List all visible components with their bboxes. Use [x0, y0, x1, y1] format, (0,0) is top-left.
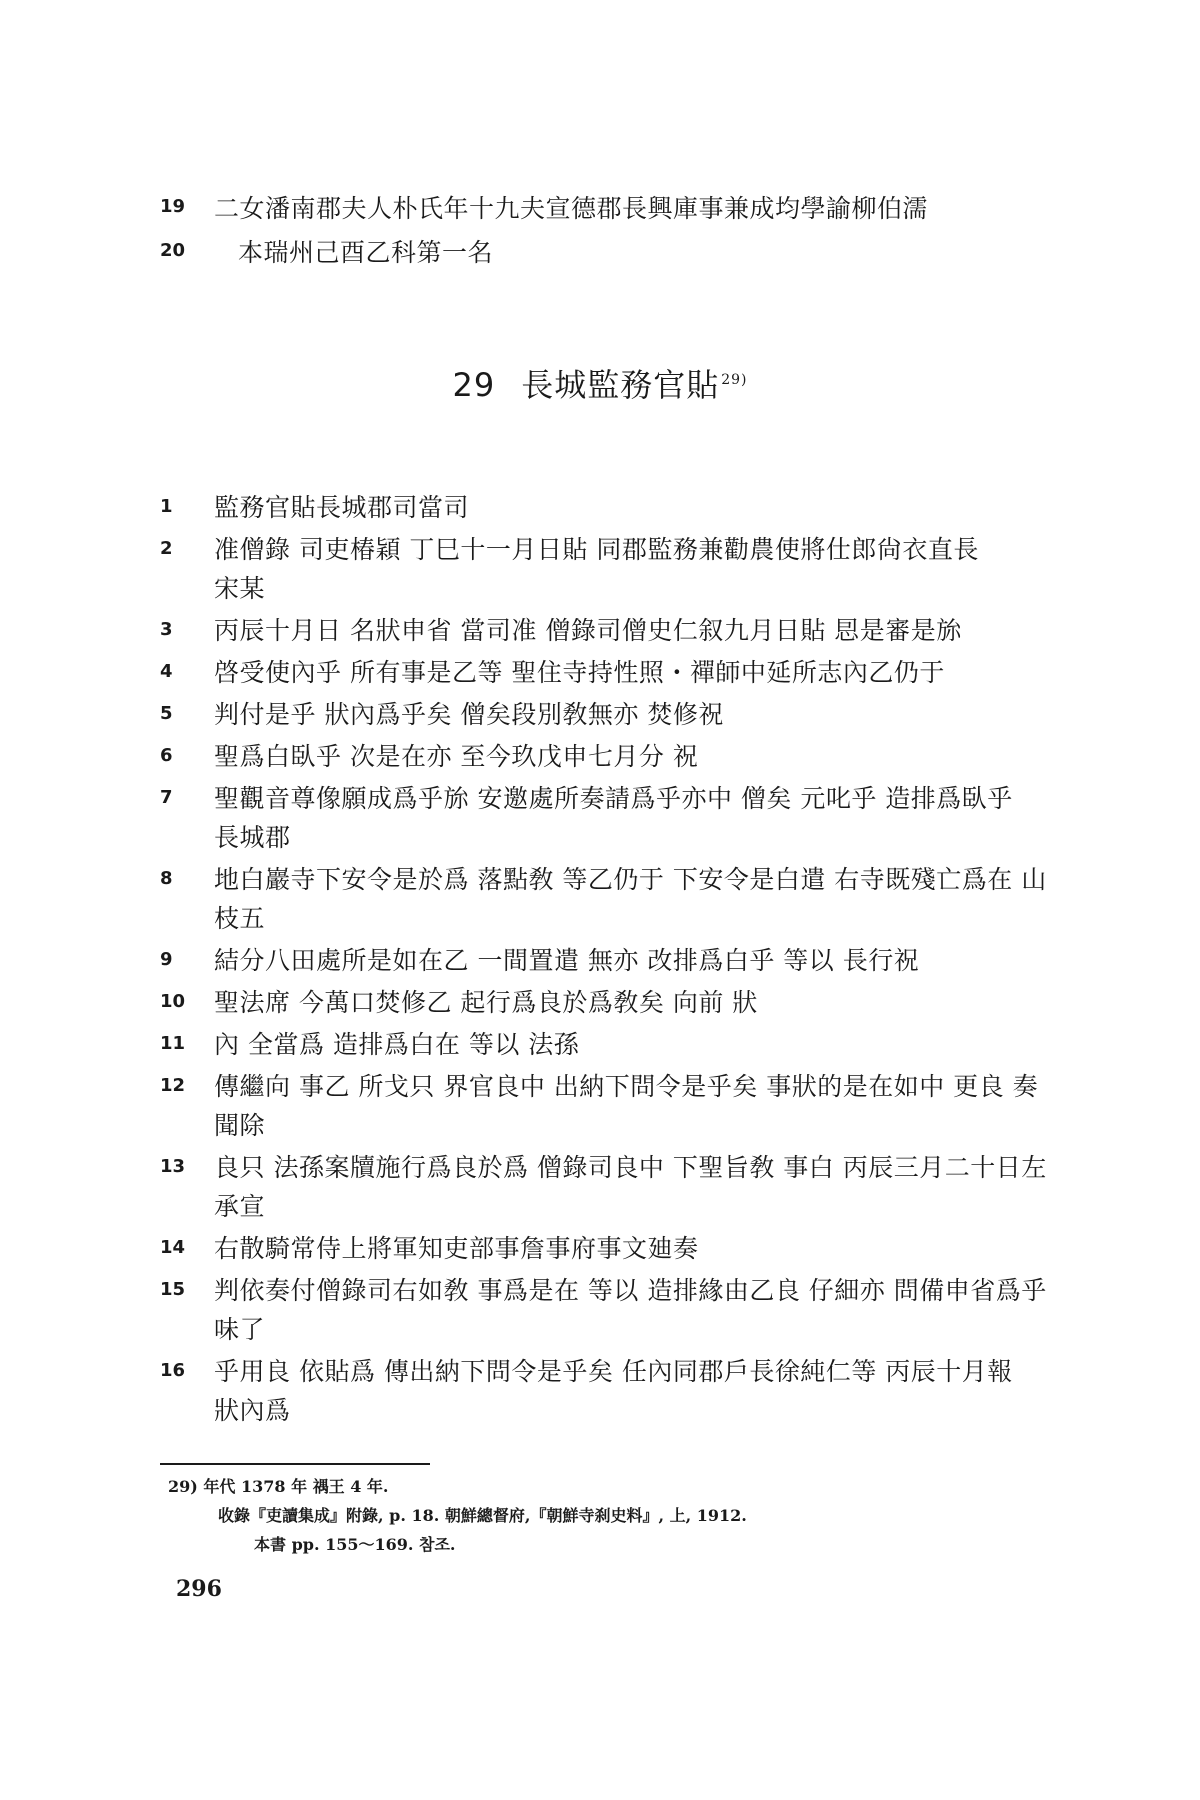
line-number: 11 — [160, 1033, 186, 1054]
line-text-block — [214, 860, 1060, 938]
footnote-line: 收錄『吏讀集成』附錄, p. 18. 朝鮮總督府,『朝鮮寺刹史料』, 上, 1912. — [218, 1506, 747, 1525]
page-number: 296 — [176, 1576, 222, 1602]
line-text: 丙辰十月日 名狀申省 當司准 僧錄司僧史仁叙九月日貼 㤙是審是旀 — [214, 616, 962, 645]
text-line — [160, 1025, 1060, 1064]
text-line — [160, 860, 1060, 938]
line-number: 5 — [160, 703, 173, 724]
line-number: 6 — [160, 745, 173, 766]
line-number: 20 — [160, 240, 186, 261]
line-text-block — [214, 1271, 1060, 1349]
line-text: 內 全當爲 造排爲白在 等以 法孫 — [214, 1030, 580, 1059]
line-text: 監務官貼長城郡司當司 — [214, 493, 470, 522]
line-text-block — [214, 1148, 1060, 1226]
line-text: 本瑞州己酉乙科第一名 — [238, 238, 494, 267]
line-text-block — [214, 779, 1060, 857]
line-text: 良只 法孫案牘施行爲良於爲 僧錄司良中 下聖旨敎 事白 丙辰三月二十日左 — [214, 1153, 1047, 1182]
text-line — [160, 611, 1060, 650]
line-text: 地白巖寺下安令是於爲 落點敎 等乙仍于 下安令是白遣 右寺既殘亡爲在 山 — [214, 865, 1047, 894]
section-title — [0, 360, 1200, 406]
line-number: 9 — [160, 949, 173, 970]
line-number: 3 — [160, 619, 173, 640]
line-text-continuation: 宋某 — [214, 574, 266, 603]
line-text: 二女潘南郡夫人朴氏年十九夫宣德郡長興庫事兼成均學諭柳伯濡 — [214, 194, 929, 223]
line-text: 乎用良 依貼爲 傳出納下問令是乎矣 任內同郡戶長徐純仁等 丙辰十月報 — [214, 1357, 1013, 1386]
line-text: 聖法席 今萬口焚修乙 起行爲良於爲敎矣 向前 狀 — [214, 988, 758, 1017]
line-text-continuation: 枝五 — [214, 904, 266, 933]
line-number: 7 — [160, 787, 173, 808]
section-title-text: 長城監務官貼 — [521, 366, 720, 404]
text-line — [160, 941, 1060, 980]
line-text: 聖觀音尊像願成爲乎旀 安邀處所奏請爲乎亦中 僧矣 元叱乎 造排爲臥乎 — [214, 784, 1013, 813]
line-text: 判依奏付僧錄司右如敎 事爲是在 等以 造排緣由乙良 仔細亦 問備申省爲乎 — [214, 1276, 1047, 1305]
line-text-block — [214, 1352, 1060, 1430]
previous-section-tail — [160, 188, 1060, 276]
line-text: 右散騎常侍上將軍知吏部事詹事府事文廸奏 — [214, 1234, 699, 1263]
line-text-continuation: 狀內爲 — [214, 1396, 291, 1425]
line-text: 判付是乎 狀內爲乎矣 僧矣段別敎無亦 焚修祝 — [214, 700, 724, 729]
line-text-continuation: 長城郡 — [214, 823, 291, 852]
text-line — [160, 530, 1060, 608]
text-line — [160, 1271, 1060, 1349]
line-text-block — [214, 1067, 1060, 1145]
text-line — [160, 653, 1060, 692]
line-text: 啓受使內乎 所有事是乙等 聖住寺持性照・禪師中延所志內乙仍于 — [214, 658, 945, 687]
line-number: 14 — [160, 1237, 186, 1258]
line-number: 19 — [160, 196, 186, 217]
text-line — [160, 1352, 1060, 1430]
text-line — [160, 488, 1060, 527]
line-text: 聖爲白臥乎 次是在亦 至今玖戊申七月分 祝 — [214, 742, 699, 771]
footnote-line: 本書 pp. 155～169. 참조. — [254, 1535, 456, 1554]
line-number: 10 — [160, 991, 186, 1012]
line-text: 准僧錄 司吏椿穎 丁巳十一月日貼 同郡監務兼勸農使將仕郎尙衣直長 — [214, 535, 979, 564]
line-text: 傳繼向 事乙 所戈只 界官良中 出納下問令是乎矣 事狀的是在如中 更良 奏 — [214, 1072, 1039, 1101]
footnote-line: 29) 年代 1378 年 禑王 4 年. — [168, 1477, 389, 1496]
text-line — [160, 983, 1060, 1022]
text-line — [160, 737, 1060, 776]
text-line — [160, 188, 1060, 230]
line-text-block — [214, 530, 1060, 608]
line-number: 8 — [160, 868, 173, 889]
line-text-continuation: 味了 — [214, 1315, 266, 1344]
document-body — [160, 488, 1060, 1433]
text-line — [160, 695, 1060, 734]
text-line — [160, 1148, 1060, 1226]
line-number: 1 — [160, 496, 173, 517]
line-number: 13 — [160, 1156, 186, 1177]
line-text-continuation: 承宣 — [214, 1192, 266, 1221]
footnote-divider — [160, 1463, 430, 1465]
line-text: 結分八田處所是如在乙 一間置遣 無亦 改排爲白乎 等以 長行祝 — [214, 946, 920, 975]
line-number: 4 — [160, 661, 173, 682]
line-number: 12 — [160, 1075, 186, 1096]
line-number: 16 — [160, 1360, 186, 1381]
line-number: 15 — [160, 1279, 186, 1300]
line-text-continuation: 聞除 — [214, 1111, 266, 1140]
footnote-reference: 29) — [721, 372, 748, 389]
text-line — [160, 232, 1060, 274]
line-number: 2 — [160, 538, 173, 559]
text-line — [160, 779, 1060, 857]
text-line — [160, 1229, 1060, 1268]
footnotes — [168, 1472, 1068, 1559]
section-number: 29 — [452, 366, 496, 404]
text-line — [160, 1067, 1060, 1145]
